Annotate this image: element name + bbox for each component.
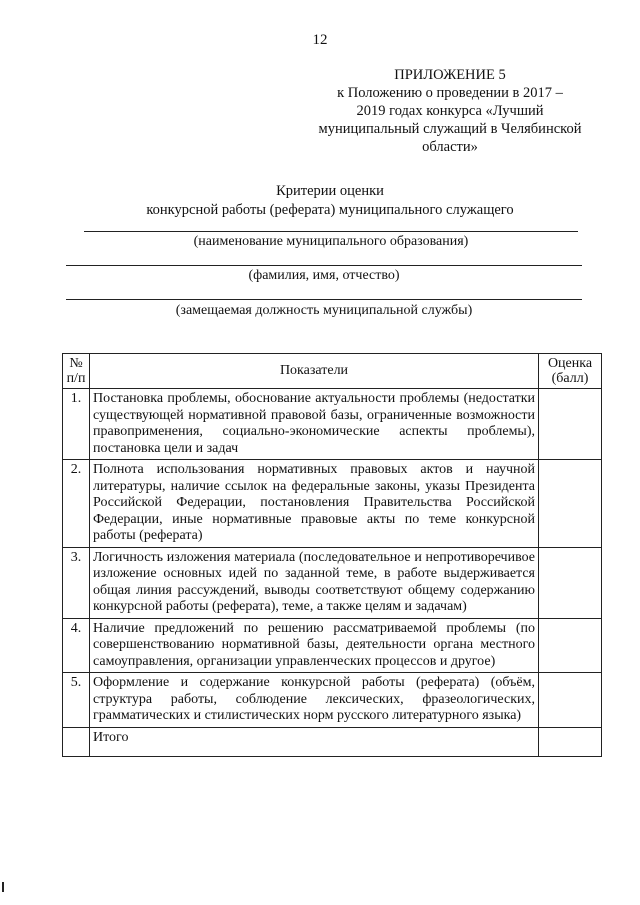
scan-margin-mark: [2, 882, 4, 892]
row-score: [539, 389, 602, 460]
row-number: 5.: [63, 673, 90, 728]
row-score: [539, 673, 602, 728]
appendix-line: ПРИЛОЖЕНИЕ 5: [394, 67, 506, 83]
appendix-line: 2019 годах конкурса «Лучший: [356, 103, 544, 119]
criteria-title: [80, 182, 580, 220]
table-row: [63, 673, 602, 728]
caption-municipality: (наименование муниципального образования): [193, 234, 469, 249]
row-indicator: Полнота использования нормативных правовых актов и научной литературы, наличие ссылок на федеральные законы, указы Президента Российской Федерации, постановления Правительства Российской Федерации, иные нормативные правовые акты по теме конкурсной работы (реферата): [90, 460, 539, 548]
header-number: № п/п: [63, 354, 90, 389]
row-number: 4.: [63, 618, 90, 673]
fill-line-municipality: [84, 231, 578, 232]
row-indicator: Постановка проблемы, обоснование актуальности проблемы (недостатки существующей нормативной правовой базы, ограниченные возможности правоприменения, социально-экономические аспекты проблемы), постановка цели и задач: [90, 389, 539, 460]
caption-position: (замещаемая должность муниципальной службы): [175, 303, 473, 318]
row-score: [539, 618, 602, 673]
page-number: 12: [312, 32, 328, 48]
total-number-cell: [63, 727, 90, 756]
table-row: [63, 618, 602, 673]
appendix-line: к Положению о проведении в 2017 –: [337, 85, 563, 101]
total-score-cell: [539, 727, 602, 756]
header-score: Оценка (балл): [539, 354, 602, 389]
row-score: [539, 547, 602, 618]
criteria-table: [62, 353, 602, 757]
row-indicator: Оформление и содержание конкурсной работы (реферата) (объём, структура работы, соблюдение лексических, фразеологических, грамматических и стилистических норм русского литературного языка): [90, 673, 539, 728]
table-header-row: [63, 354, 602, 389]
table-total-row: [63, 727, 602, 756]
table-row: [63, 460, 602, 548]
table-row: [63, 547, 602, 618]
criteria-title-line1: Критерии оценки: [276, 183, 384, 199]
fill-line-position: [66, 299, 582, 300]
row-number: 3.: [63, 547, 90, 618]
appendix-line: области»: [422, 139, 478, 155]
total-label: Итого: [90, 727, 539, 756]
criteria-title-line2: конкурсной работы (реферата) муниципального служащего: [146, 202, 514, 218]
row-number: 1.: [63, 389, 90, 460]
row-indicator: Логичность изложения материала (последовательное и непротиворечивое изложение основных идей по заданной теме, в работе выдерживается общая линия рассуждений, выводы соответствуют общему содержанию конкурсной работы (реферата), теме, а также целям и задачам): [90, 547, 539, 618]
table-row: [63, 389, 602, 460]
appendix-line: муниципальный служащий в Челябинской: [318, 121, 582, 137]
caption-name: (фамилия, имя, отчество): [248, 268, 400, 283]
appendix-heading: [300, 66, 600, 156]
header-indicators: Показатели: [90, 354, 539, 389]
row-score: [539, 460, 602, 548]
row-number: 2.: [63, 460, 90, 548]
row-indicator: Наличие предложений по решению рассматриваемой проблемы (по совершенствованию нормативной базы, деятельности органа местного самоуправления, организации управленческих процессов и другое): [90, 618, 539, 673]
fill-line-name: [66, 265, 582, 266]
